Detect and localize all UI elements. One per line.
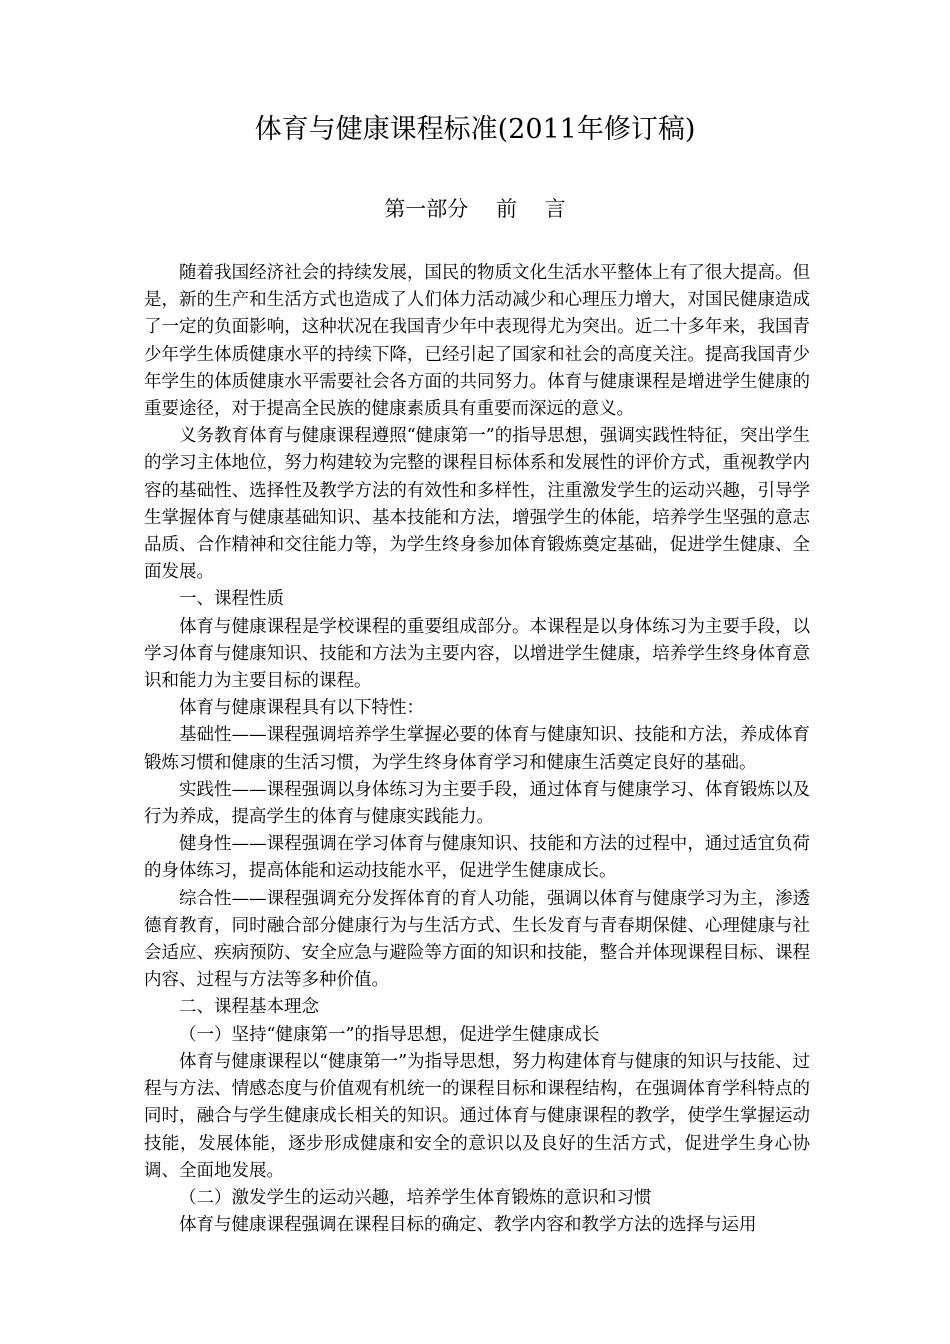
paragraph: 健身性——课程强调在学习体育与健康知识、技能和方法的过程中，通过适宜负荷的身体练习，提高体能和运动技能水平，促进学生健康成长。 bbox=[144, 834, 810, 882]
paragraph: 体育与健康课程以“健康第一”为指导思想，努力构建体育与健康的知识与技能、过程与方法、情感态度与价值观有机统一的课程目标和课程结构，在强调体育学科特点的同时，融合与学生健康成长相关的知识。通过体育与健康课程的教学，使学生掌握运动技能，发展体能，逐步形成健康和安全的意识以及良好的生活方式，促进学生身心协调、全面地发展。 bbox=[144, 1051, 810, 1181]
paragraph: 随着我国经济社会的持续发展，国民的物质文化生活水平整体上有了很大提高。但是，新的生产和生活方式也造成了人们体力活动减少和心理压力增大，对国民健康造成了一定的负面影响，这种状况在我国青少年中表现得尤为突出。近二十多年来，我国青少年学生体质健康水平的持续下降，已经引起了国家和社会的高度关注。提高我国青少年学生的体质健康水平需要社会各方面的共同努力。体育与健康课程是增进学生健康的重要途径，对于提高全民族的健康素质具有重要而深远的意义。 bbox=[144, 263, 810, 420]
heading-basic-concepts: 二、课程基本理念 bbox=[179, 997, 319, 1018]
paragraph: 体育与健康课程强调在课程目标的确定、教学内容和教学方法的选择与运用 bbox=[179, 1215, 757, 1236]
paragraph: 基础性——课程强调培养学生掌握必要的体育与健康知识、技能和方法，养成体育锻炼习惯和健康的生活习惯，为学生终身体育学习和健康生活奠定良好的基础。 bbox=[144, 725, 810, 773]
paragraph: 综合性——课程强调充分发挥体育的育人功能，强调以体育与健康学习为主，渗透德育教育，同时融合部分健康行为与生活方式、生长发育与青春期保健、心理健康与社会适应、疾病预防、安全应急与避险等方面的知识和技能，整合并体现课程目标、课程内容、过程与方法等多种价值。 bbox=[144, 888, 810, 991]
document-title: 体育与健康课程标准(2011年修订稿) bbox=[254, 114, 696, 145]
section-title: 第一部分 前 言 bbox=[384, 197, 566, 221]
subheading-motivate-interest: （二）激发学生的运动兴趣，培养学生体育锻炼的意识和习惯 bbox=[179, 1187, 652, 1208]
paragraph: 义务教育体育与健康课程遵照“健康第一”的指导思想，强调实践性特征，突出学生的学习主体地位，努力构建较为完整的课程目标体系和发展性的评价方式，重视教学内容的基础性、选择性及教学方法的有效性和多样性，注重激发学生的运动兴趣，引导学生掌握体育与健康基础知识、基本技能和方法，增强学生的体能，培养学生坚强的意志品质、合作精神和交往能力等，为学生终身参加体育锻炼奠定基础，促进学生健康、全面发展。 bbox=[144, 426, 810, 583]
heading-course-nature: 一、课程性质 bbox=[179, 589, 284, 610]
subheading-health-first: （一）坚持“健康第一”的指导思想，促进学生健康成长 bbox=[179, 1024, 600, 1045]
document-body bbox=[144, 260, 810, 1239]
paragraph: 实践性——课程强调以身体练习为主要手段，通过体育与健康学习、体育锻炼以及行为养成，提高学生的体育与健康实践能力。 bbox=[144, 779, 810, 828]
paragraph: 体育与健康课程是学校课程的重要组成部分。本课程是以身体练习为主要手段，以学习体育与健康知识、技能和方法为主要内容，以增进学生健康，培养学生终身体育意识和能力为主要目标的课程。 bbox=[144, 616, 810, 692]
paragraph: 体育与健康课程具有以下特性： bbox=[179, 698, 424, 719]
